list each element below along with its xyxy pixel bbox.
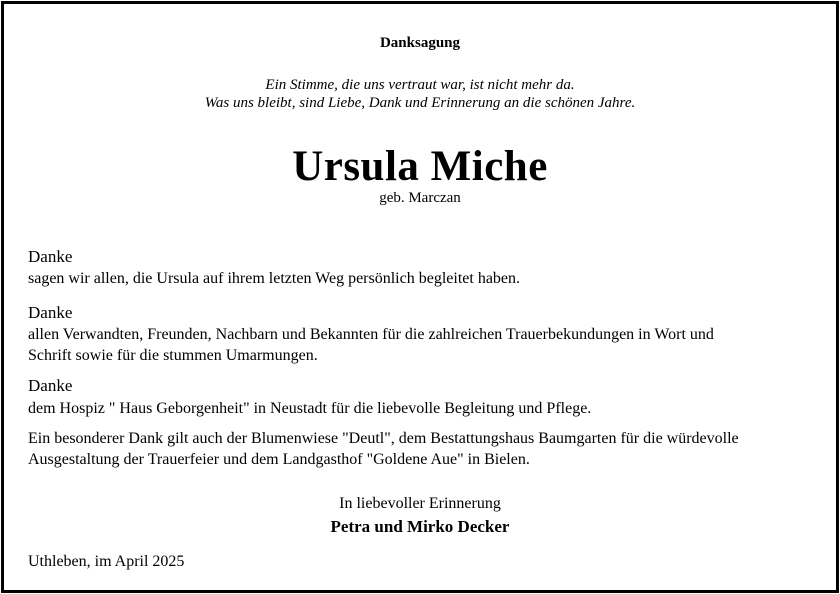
verse-line-2: Was uns bleibt, sind Liebe, Dank und Erinnerung an die schönen Jahre.: [204, 95, 636, 111]
thanks-text-2-line-1: allen Verwandten, Freunden, Nachbarn und Bekannten für die zahlreichen Trauerbekundungen in Wort und: [28, 326, 714, 343]
notice-heading: Danksagung: [379, 35, 461, 51]
special-thanks-line-1: Ein besonderer Dank gilt auch der Blumenwiese "Deutl", dem Bestattungshaus Baumgarten für die würdevolle: [28, 430, 739, 447]
deceased-name: Ursula Miche: [292, 143, 548, 190]
closing-phrase: In liebevoller Erinnerung: [339, 495, 501, 512]
place-date: Uthleben, im April 2025: [28, 553, 185, 570]
special-thanks-line-2: Ausgestaltung der Trauerfeier und dem Landgasthof "Goldene Aue" in Bielen.: [28, 451, 530, 468]
thanks-label-2: Danke: [28, 303, 73, 322]
thanks-text-3: dem Hospiz " Haus Geborgenheit" in Neustadt für die liebevolle Begleitung und Pflege.: [28, 400, 592, 417]
verse-line-1: Ein Stimme, die uns vertraut war, ist nicht mehr da.: [265, 77, 575, 93]
thanks-label-1: Danke: [28, 247, 73, 266]
signers: Petra und Mirko Decker: [330, 517, 510, 536]
thanks-text-2-line-2: Schrift sowie für die stummen Umarmungen.: [28, 347, 318, 364]
thanks-text-1: sagen wir allen, die Ursula auf ihrem letzten Weg persönlich begleitet haben.: [28, 270, 521, 287]
thanks-label-3: Danke: [28, 376, 73, 395]
birth-name: geb. Marczan: [379, 190, 461, 206]
